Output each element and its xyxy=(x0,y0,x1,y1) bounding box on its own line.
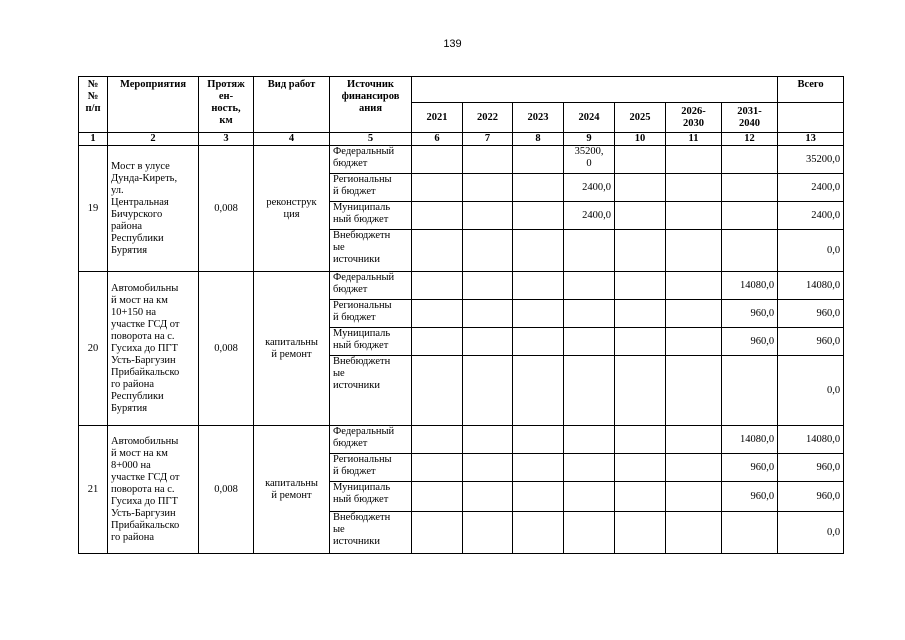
total-cell: 0,0 xyxy=(778,356,844,426)
year-2023-cell xyxy=(513,426,564,454)
total-cell: 2400,0 xyxy=(778,202,844,230)
year-2022-cell xyxy=(463,328,513,356)
year-2024-cell xyxy=(564,272,615,300)
year-2031-2040-cell xyxy=(722,230,778,272)
year-2025-cell xyxy=(615,174,666,202)
header-years-group xyxy=(412,77,778,103)
year-2024-cell xyxy=(564,356,615,426)
year-2026-2030-cell xyxy=(666,300,722,328)
year-2023-cell xyxy=(513,146,564,174)
length-cell: 0,008 xyxy=(199,272,254,426)
year-2023-cell xyxy=(513,512,564,554)
source-cell: Муниципаль ный бюджет xyxy=(330,202,412,230)
year-2025-cell xyxy=(615,300,666,328)
year-2022-cell xyxy=(463,174,513,202)
year-2031-2040-cell: 960,0 xyxy=(722,328,778,356)
year-2031-2040-cell: 960,0 xyxy=(722,482,778,512)
year-2031-2040-cell xyxy=(722,174,778,202)
year-2021-cell xyxy=(412,454,463,482)
financing-table xyxy=(78,76,844,554)
year-2031-2040-cell xyxy=(722,512,778,554)
year-2021-cell xyxy=(412,426,463,454)
year-2025-cell xyxy=(615,454,666,482)
year-2026-2030-cell xyxy=(666,328,722,356)
header-activity: Мероприятия xyxy=(108,77,199,133)
source-cell: Муниципаль ный бюджет xyxy=(330,328,412,356)
total-cell: 960,0 xyxy=(778,482,844,512)
year-2022-cell xyxy=(463,202,513,230)
source-cell: Региональны й бюджет xyxy=(330,300,412,328)
column-number: 10 xyxy=(615,133,666,146)
year-2026-2030-cell xyxy=(666,356,722,426)
year-2024-cell xyxy=(564,482,615,512)
activity-cell: Автомобильны й мост на км 10+150 на участке ГСД от поворота на с. Гусиха до ПГТ Усть-Баргузин Прибайкальско го района Республики Бурятия xyxy=(108,272,199,426)
year-2021-cell xyxy=(412,300,463,328)
header-total-blank xyxy=(778,103,844,133)
year-2021-cell xyxy=(412,174,463,202)
total-cell: 14080,0 xyxy=(778,272,844,300)
year-2021-cell xyxy=(412,356,463,426)
column-numbers-row xyxy=(79,133,844,146)
year-2022-cell xyxy=(463,482,513,512)
year-2026-2030-cell xyxy=(666,230,722,272)
total-cell: 960,0 xyxy=(778,328,844,356)
year-2024-cell: 2400,0 xyxy=(564,202,615,230)
year-2023-cell xyxy=(513,482,564,512)
table-row xyxy=(79,272,844,300)
year-2021-cell xyxy=(412,272,463,300)
year-2026-2030-cell xyxy=(666,482,722,512)
year-2023-cell xyxy=(513,202,564,230)
year-2025-cell xyxy=(615,356,666,426)
year-2031-2040-cell xyxy=(722,202,778,230)
year-2023-cell xyxy=(513,174,564,202)
year-2024-cell xyxy=(564,426,615,454)
year-2022-cell xyxy=(463,272,513,300)
year-2023-cell xyxy=(513,356,564,426)
year-2026-2030-cell xyxy=(666,426,722,454)
year-2026-2030-cell xyxy=(666,512,722,554)
work-type-cell: реконструк ция xyxy=(254,146,330,272)
year-2031-2040-cell xyxy=(722,146,778,174)
column-number: 6 xyxy=(412,133,463,146)
header-length: Протяж ен- ность, км xyxy=(199,77,254,133)
header-year: 2026- 2030 xyxy=(666,103,722,133)
year-2023-cell xyxy=(513,272,564,300)
source-cell: Внебюджетн ые источники xyxy=(330,356,412,426)
total-cell: 960,0 xyxy=(778,300,844,328)
column-number: 4 xyxy=(254,133,330,146)
header-work-type: Вид работ xyxy=(254,77,330,133)
year-2021-cell xyxy=(412,328,463,356)
year-2025-cell xyxy=(615,272,666,300)
column-number: 2 xyxy=(108,133,199,146)
year-2021-cell xyxy=(412,482,463,512)
length-cell: 0,008 xyxy=(199,146,254,272)
header-year: 2031- 2040 xyxy=(722,103,778,133)
activity-cell: Мост в улусе Дунда-Киреть, ул. Центральная Бичурского района Республики Бурятия xyxy=(108,146,199,272)
year-2021-cell xyxy=(412,146,463,174)
year-2022-cell xyxy=(463,426,513,454)
year-2024-cell: 2400,0 xyxy=(564,174,615,202)
year-2031-2040-cell: 960,0 xyxy=(722,300,778,328)
work-type-cell: капитальны й ремонт xyxy=(254,272,330,426)
year-2021-cell xyxy=(412,230,463,272)
year-2023-cell xyxy=(513,328,564,356)
year-2026-2030-cell xyxy=(666,174,722,202)
year-2023-cell xyxy=(513,454,564,482)
column-number: 12 xyxy=(722,133,778,146)
column-number: 11 xyxy=(666,133,722,146)
column-number: 13 xyxy=(778,133,844,146)
header-year: 2024 xyxy=(564,103,615,133)
column-number: 3 xyxy=(199,133,254,146)
column-number: 1 xyxy=(79,133,108,146)
table-row xyxy=(79,146,844,174)
year-2031-2040-cell: 14080,0 xyxy=(722,272,778,300)
header-total: Всего xyxy=(778,77,844,103)
year-2025-cell xyxy=(615,202,666,230)
row-number-cell: 19 xyxy=(79,146,108,272)
year-2023-cell xyxy=(513,230,564,272)
year-2025-cell xyxy=(615,482,666,512)
source-cell: Федеральный бюджет xyxy=(330,146,412,174)
length-cell: 0,008 xyxy=(199,426,254,554)
year-2025-cell xyxy=(615,512,666,554)
header-year: 2025 xyxy=(615,103,666,133)
year-2022-cell xyxy=(463,146,513,174)
total-cell: 0,0 xyxy=(778,512,844,554)
year-2024-cell: 35200, 0 xyxy=(564,146,615,174)
total-cell: 0,0 xyxy=(778,230,844,272)
year-2021-cell xyxy=(412,512,463,554)
header-year: 2023 xyxy=(513,103,564,133)
year-2022-cell xyxy=(463,512,513,554)
year-2024-cell xyxy=(564,230,615,272)
total-cell: 960,0 xyxy=(778,454,844,482)
year-2022-cell xyxy=(463,454,513,482)
year-2031-2040-cell xyxy=(722,356,778,426)
total-cell: 2400,0 xyxy=(778,174,844,202)
header-source: Источник финансиров ания xyxy=(330,77,412,133)
total-cell: 35200,0 xyxy=(778,146,844,174)
year-2025-cell xyxy=(615,146,666,174)
column-number: 9 xyxy=(564,133,615,146)
year-2023-cell xyxy=(513,300,564,328)
row-number-cell: 20 xyxy=(79,272,108,426)
year-2025-cell xyxy=(615,230,666,272)
total-cell: 14080,0 xyxy=(778,426,844,454)
year-2024-cell xyxy=(564,512,615,554)
year-2024-cell xyxy=(564,454,615,482)
row-number-cell: 21 xyxy=(79,426,108,554)
column-number: 8 xyxy=(513,133,564,146)
year-2026-2030-cell xyxy=(666,146,722,174)
year-2031-2040-cell: 14080,0 xyxy=(722,426,778,454)
year-2022-cell xyxy=(463,356,513,426)
year-2026-2030-cell xyxy=(666,454,722,482)
year-2024-cell xyxy=(564,300,615,328)
source-cell: Федеральный бюджет xyxy=(330,272,412,300)
year-2031-2040-cell: 960,0 xyxy=(722,454,778,482)
source-cell: Региональны й бюджет xyxy=(330,174,412,202)
column-number: 5 xyxy=(330,133,412,146)
year-2025-cell xyxy=(615,328,666,356)
source-cell: Федеральный бюджет xyxy=(330,426,412,454)
header-year: 2022 xyxy=(463,103,513,133)
header-num: № № п/п xyxy=(79,77,108,133)
year-2026-2030-cell xyxy=(666,202,722,230)
source-cell: Внебюджетн ые источники xyxy=(330,512,412,554)
year-2022-cell xyxy=(463,230,513,272)
activity-cell: Автомобильны й мост на км 8+000 на участке ГСД от поворота на с. Гусиха до ПГТ Усть-Баргузин Прибайкальско го района xyxy=(108,426,199,554)
work-type-cell: капитальны й ремонт xyxy=(254,426,330,554)
year-2024-cell xyxy=(564,328,615,356)
header-year: 2021 xyxy=(412,103,463,133)
year-2026-2030-cell xyxy=(666,272,722,300)
column-number: 7 xyxy=(463,133,513,146)
table-row xyxy=(79,426,844,454)
year-2025-cell xyxy=(615,426,666,454)
page-number: 139 xyxy=(443,38,462,50)
year-2021-cell xyxy=(412,202,463,230)
source-cell: Региональны й бюджет xyxy=(330,454,412,482)
source-cell: Внебюджетн ые источники xyxy=(330,230,412,272)
source-cell: Муниципаль ный бюджет xyxy=(330,482,412,512)
year-2022-cell xyxy=(463,300,513,328)
